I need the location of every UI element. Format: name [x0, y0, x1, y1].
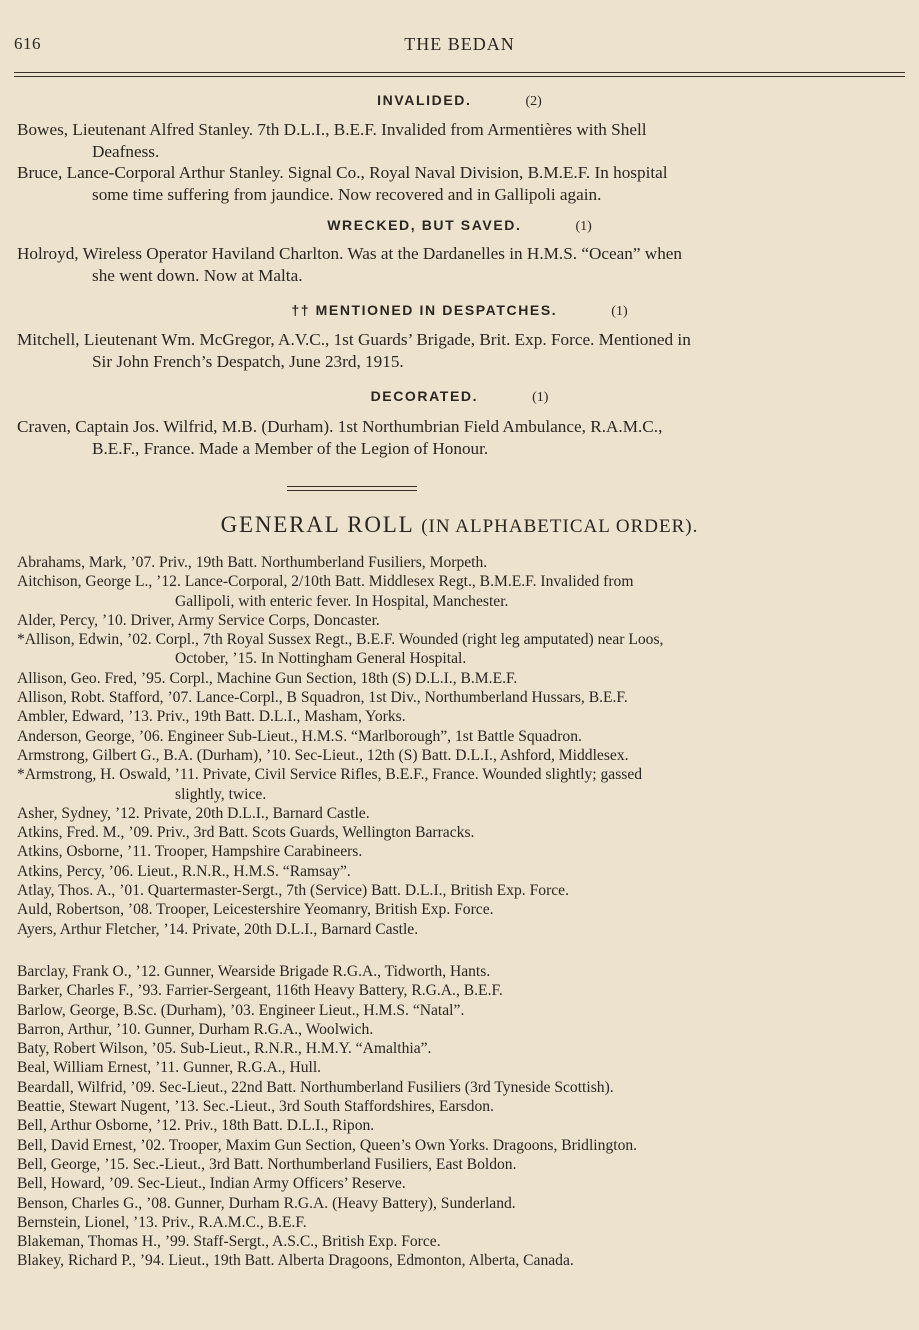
roll-entry: [17, 707, 913, 726]
roll-entry: [17, 746, 913, 765]
page-number: 616: [14, 34, 41, 53]
section-count: (2): [525, 94, 542, 109]
entry-line: Bernstein, Lionel, ’13. Priv., R.A.M.C., B.E.F.: [17, 1213, 307, 1231]
roll-entry: [17, 669, 913, 688]
roll-entry: [17, 900, 913, 919]
roll-entry: [17, 688, 913, 707]
page-header: [0, 30, 919, 60]
entry-continuation: October, ’15. In Nottingham General Hospital.: [175, 650, 467, 668]
roll-entry: [17, 842, 913, 861]
section-count: (1): [611, 304, 628, 319]
entry-line: Atkins, Osborne, ’11. Trooper, Hampshire Carabineers.: [17, 843, 363, 861]
entry-continuation: slightly, twice.: [175, 785, 267, 803]
section-count: (1): [575, 219, 592, 234]
entry-line: Asher, Sydney, ’12. Private, 20th D.L.I., Barnard Castle.: [17, 804, 370, 822]
section-heading-text: WRECKED, BUT SAVED.: [327, 217, 522, 233]
roll-entry: [17, 765, 913, 804]
entry-line: Mitchell, Lieutenant Wm. McGregor, A.V.C., 1st Guards’ Brigade, Brit. Exp. Force. Mentioned in: [17, 330, 691, 349]
mentioned-entry: [17, 329, 911, 373]
entry-continuation: some time suffering from jaundice. Now recovered and in Gallipoli again.: [92, 185, 602, 204]
header-rule: [14, 72, 905, 77]
entry-line: Bell, Arthur Osborne, ’12. Priv., 18th Batt. D.L.I., Ripon.: [17, 1117, 375, 1135]
entry-line: Atkins, Fred. M., ’09. Priv., 3rd Batt. Scots Guards, Wellington Barracks.: [17, 824, 475, 842]
roll-group-b: [17, 962, 913, 1271]
entry-line: Benson, Charles G., ’08. Gunner, Durham R.G.A. (Heavy Battery), Sunderland.: [17, 1194, 516, 1212]
entry-line: Bell, George, ’15. Sec.-Lieut., 3rd Batt. Northumberland Fusiliers, East Boldon.: [17, 1155, 517, 1173]
section-divider: [287, 486, 417, 491]
roll-entry: [17, 1116, 913, 1135]
roll-entry: [17, 920, 913, 939]
section-heading-text: DECORATED.: [370, 388, 479, 404]
roll-entry: [17, 1097, 913, 1116]
entry-line: Bell, Howard, ’09. Sec-Lieut., Indian Army Officers’ Reserve.: [17, 1175, 406, 1193]
entry-line: Blakey, Richard P., ’94. Lieut., 19th Batt. Alberta Dragoons, Edmonton, Alberta, Canada.: [17, 1252, 574, 1270]
roll-entry: [17, 1001, 913, 1020]
entry-line: Barron, Arthur, ’10. Gunner, Durham R.G.A., Woolwich.: [17, 1020, 374, 1038]
entry-line: Atlay, Thos. A., ’01. Quartermaster-Sergt., 7th (Service) Batt. D.L.I., British Exp. Force.: [17, 882, 570, 900]
roll-entry: [17, 630, 913, 669]
entry-continuation: Deafness.: [92, 142, 160, 161]
entry-line: Baty, Robert Wilson, ’05. Sub-Lieut., R.N.R., H.M.Y. “Amalthia”.: [17, 1040, 432, 1058]
entry-line: Bruce, Lance-Corporal Arthur Stanley. Signal Co., Royal Naval Division, B.M.E.F. In hospital: [17, 163, 668, 182]
entry-line: Holroyd, Wireless Operator Haviland Charlton. Was at the Dardanelles in H.M.S. “Ocean” when: [17, 244, 683, 263]
section-heading-text: INVALIDED.: [377, 92, 472, 108]
entry-continuation: Sir John French’s Despatch, June 23rd, 1915.: [92, 352, 404, 371]
entry-line: *Allison, Edwin, ’02. Corpl., 7th Royal Sussex Regt., B.E.F. Wounded (right leg amputated) near Loos,: [17, 631, 664, 649]
roll-entry: [17, 1155, 913, 1174]
entry-line: Ambler, Edward, ’13. Priv., 19th Batt. D.L.I., Masham, Yorks.: [17, 708, 406, 726]
running-title: THE BEDAN: [404, 34, 515, 54]
roll-entry: [17, 611, 913, 630]
roll-entry: [17, 1251, 913, 1270]
entry-line: Alder, Percy, ’10. Driver, Army Service Corps, Doncaster.: [17, 611, 380, 629]
roll-subtitle: (IN ALPHABETICAL ORDER).: [421, 516, 699, 537]
entry-line: Bell, David Ernest, ’02. Trooper, Maxim Gun Section, Queen’s Own Yorks. Dragoons, Bridlington.: [17, 1136, 638, 1154]
roll-entry: [17, 1020, 913, 1039]
entry-continuation: she went down. Now at Malta.: [92, 266, 303, 285]
entry-line: Barlow, George, B.Sc. (Durham), ’03. Engineer Lieut., H.M.S. “Natal”.: [17, 1001, 465, 1019]
entry-line: Ayers, Arthur Fletcher, ’14. Private, 20th D.L.I., Barnard Castle.: [17, 920, 419, 938]
roll-entry: [17, 1213, 913, 1232]
decorated-entry: [17, 416, 911, 460]
entry-line: Bowes, Lieutenant Alfred Stanley. 7th D.L.I., B.E.F. Invalided from Armentières with Shell: [17, 120, 647, 139]
entry-line: Abrahams, Mark, ’07. Priv., 19th Batt. Northumberland Fusiliers, Morpeth.: [17, 554, 488, 571]
entry-line: Aitchison, George L., ’12. Lance-Corporal, 2/10th Batt. Middlesex Regt., B.M.E.F. Invalided from: [17, 573, 634, 591]
entry-line: Beardall, Wilfrid, ’09. Sec-Lieut., 22nd Batt. Northumberland Fusiliers (3rd Tyneside Scottish).: [17, 1078, 614, 1096]
entry-line: Craven, Captain Jos. Wilfrid, M.B. (Durham). 1st Northumbrian Field Ambulance, R.A.M.C.,: [17, 417, 663, 436]
roll-entry: [17, 1194, 913, 1213]
entry-line: Auld, Robertson, ’08. Trooper, Leicestershire Yeomanry, British Exp. Force.: [17, 901, 494, 919]
roll-entry: [17, 1136, 913, 1155]
roll-entry: [17, 823, 913, 842]
section-heading-invalided: [0, 92, 919, 110]
roll-entry: [17, 572, 913, 611]
roll-entry: [17, 553, 913, 572]
roll-group-a: [17, 553, 913, 939]
roll-entry: [17, 727, 913, 746]
entry-line: Armstrong, Gilbert G., B.A. (Durham), ’10. Sec-Lieut., 12th (S) Batt. D.L.I., Ashford, Middlesex.: [17, 746, 629, 764]
roll-entry: [17, 1039, 913, 1058]
roll-entry: [17, 862, 913, 881]
section-heading-mentioned: [0, 302, 919, 320]
entry-line: Beattie, Stewart Nugent, ’13. Sec.-Lieut., 3rd South Staffordshires, Earsdon.: [17, 1098, 494, 1116]
entry-line: Barker, Charles F., ’93. Farrier-Sergeant, 116th Heavy Battery, R.G.A., B.E.F.: [17, 982, 503, 1000]
entry-continuation: Gallipoli, with enteric fever. In Hospital, Manchester.: [175, 592, 509, 610]
entry-line: Anderson, George, ’06. Engineer Sub-Lieut., H.M.S. “Marlborough”, 1st Battle Squadron.: [17, 727, 582, 745]
entry-line: Blakeman, Thomas H., ’99. Staff-Sergt., A.S.C., British Exp. Force.: [17, 1233, 441, 1251]
wrecked-entry: [17, 243, 911, 287]
roll-entry: [17, 1058, 913, 1077]
section-count: (1): [532, 390, 549, 405]
entry-line: Beal, William Ernest, ’11. Gunner, R.G.A., Hull.: [17, 1059, 322, 1077]
section-heading-text: †† MENTIONED IN DESPATCHES.: [291, 302, 558, 318]
roll-title-text: GENERAL ROLL: [220, 512, 414, 537]
roll-entry: [17, 804, 913, 823]
entry-line: Allison, Robt. Stafford, ’07. Lance-Corpl., B Squadron, 1st Div., Northumberland Hussars, B.E.F.: [17, 689, 628, 707]
roll-entry: [17, 981, 913, 1000]
entry-line: Allison, Geo. Fred, ’95. Corpl., Machine Gun Section, 18th (S) D.L.I., B.M.E.F.: [17, 669, 518, 687]
entry-line: Barclay, Frank O., ’12. Gunner, Wearside Brigade R.G.A., Tidworth, Hants.: [17, 963, 491, 980]
entry-line: Atkins, Percy, ’06. Lieut., R.N.R., H.M.S. “Ramsay”.: [17, 862, 351, 880]
roll-entry: [17, 1078, 913, 1097]
roll-entry: [17, 881, 913, 900]
roll-entry: [17, 1174, 913, 1193]
roll-entry: [17, 962, 913, 981]
entry-line: *Armstrong, H. Oswald, ’11. Private, Civil Service Rifles, B.E.F., France. Wounded slightly; gassed: [17, 766, 643, 784]
section-heading-decorated: [0, 388, 919, 406]
roll-entry: [17, 1232, 913, 1251]
invalided-entry: [17, 162, 911, 206]
entry-continuation: B.E.F., France. Made a Member of the Legion of Honour.: [92, 439, 489, 458]
general-roll-title: [0, 512, 919, 538]
section-heading-wrecked: [0, 217, 919, 235]
invalided-entry: [17, 119, 911, 163]
